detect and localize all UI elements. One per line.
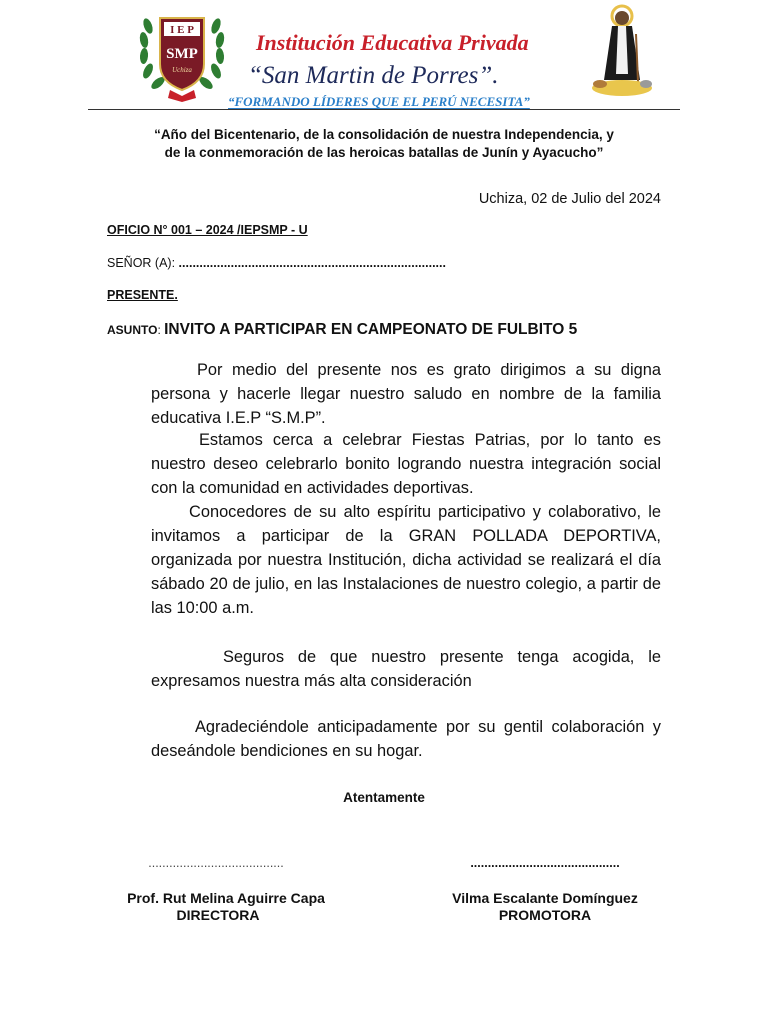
presente-label: PRESENTE.: [107, 288, 178, 302]
svg-text:I E P: I E P: [170, 24, 194, 36]
addressee-dots: .............................................................................: [178, 256, 446, 270]
institution-type: Institución Educativa Privada: [256, 30, 529, 55]
oficio-number: OFICIO N° 001 – 2024 /IEPSMP - U: [107, 223, 308, 237]
closing-text: Atentamente: [343, 790, 425, 805]
body-paragraph-2: [151, 428, 661, 500]
paragraph-text: Seguros de que nuestro presente tenga acogida, le expresamos nuestra más alta consideración: [151, 648, 661, 690]
institution-name: “San Martin de Porres”.: [248, 62, 499, 89]
signature-left-role: DIRECTORA: [176, 907, 260, 923]
institution-motto: “FORMANDO LÍDERES QUE EL PERÚ NECESITA”: [228, 94, 530, 109]
addressee-label: SEÑOR (A):: [107, 256, 179, 270]
crest-logo: [136, 6, 228, 102]
signature-right-role: PROMOTORA: [498, 907, 592, 923]
crest-icon: [136, 6, 228, 102]
saint-figure-icon: [586, 4, 658, 100]
body-paragraph-3: [151, 500, 661, 620]
signature-right-name: Vilma Escalante Domínguez: [452, 890, 638, 906]
paragraph-text: Estamos cerca a celebrar Fiestas Patrias, por lo tanto es nuestro deseo celebrarlo bonito logrando nuestra integración social con la comunidad en actividades deportivas.: [151, 431, 661, 497]
saint-martin-de-porres-image: [586, 4, 658, 100]
date-line: Uchiza, 02 de Julio del 2024: [478, 191, 661, 207]
header-divider: [88, 109, 680, 110]
body-paragraph-1: [151, 358, 661, 430]
body-paragraph-4: [151, 645, 661, 693]
paragraph-text: Por medio del presente nos es grato dirigimos a su digna persona y hacerle llegar nuestro saludo en nombre de la familia educativa I.E.P “S.M.P”.: [151, 361, 661, 427]
svg-text:Uchiza: Uchiza: [172, 66, 192, 74]
signature-right-dots: ...........................................: [470, 856, 620, 870]
paragraph-text: Agradeciéndole anticipadamente por su gentil colaboración y deseándole bendiciones en su hogar.: [151, 718, 661, 760]
subject-text: INVITO A PARTICIPAR EN CAMPEONATO DE FULBITO 5: [164, 321, 578, 338]
body-paragraph-5: [151, 715, 661, 763]
year-name: “Año del Bicentenario, de la consolidación de nuestra Independencia, y de la conmemoración de las heroicas batallas de Junín y Ayacucho”: [154, 127, 614, 160]
subject-line: [107, 321, 577, 339]
signature-left-dots: .......................................: [148, 856, 284, 870]
svg-text:SMP: SMP: [166, 46, 198, 62]
subject-colon: :: [157, 323, 165, 337]
signature-left-name: Prof. Rut Melina Aguirre Capa: [127, 890, 325, 906]
subject-label: ASUNTO: [107, 323, 158, 337]
paragraph-text: Conocedores de su alto espíritu participativo y colaborativo, le invitamos a participar de la GRAN POLLADA DEPORTIVA, organizada por nuestra Institución, dicha actividad se realizará el día sábado 20 de julio, en las Instalaciones de nuestro colegio, a partir de las 10:00 a.m.: [151, 503, 661, 617]
addressee-line: [107, 256, 446, 270]
